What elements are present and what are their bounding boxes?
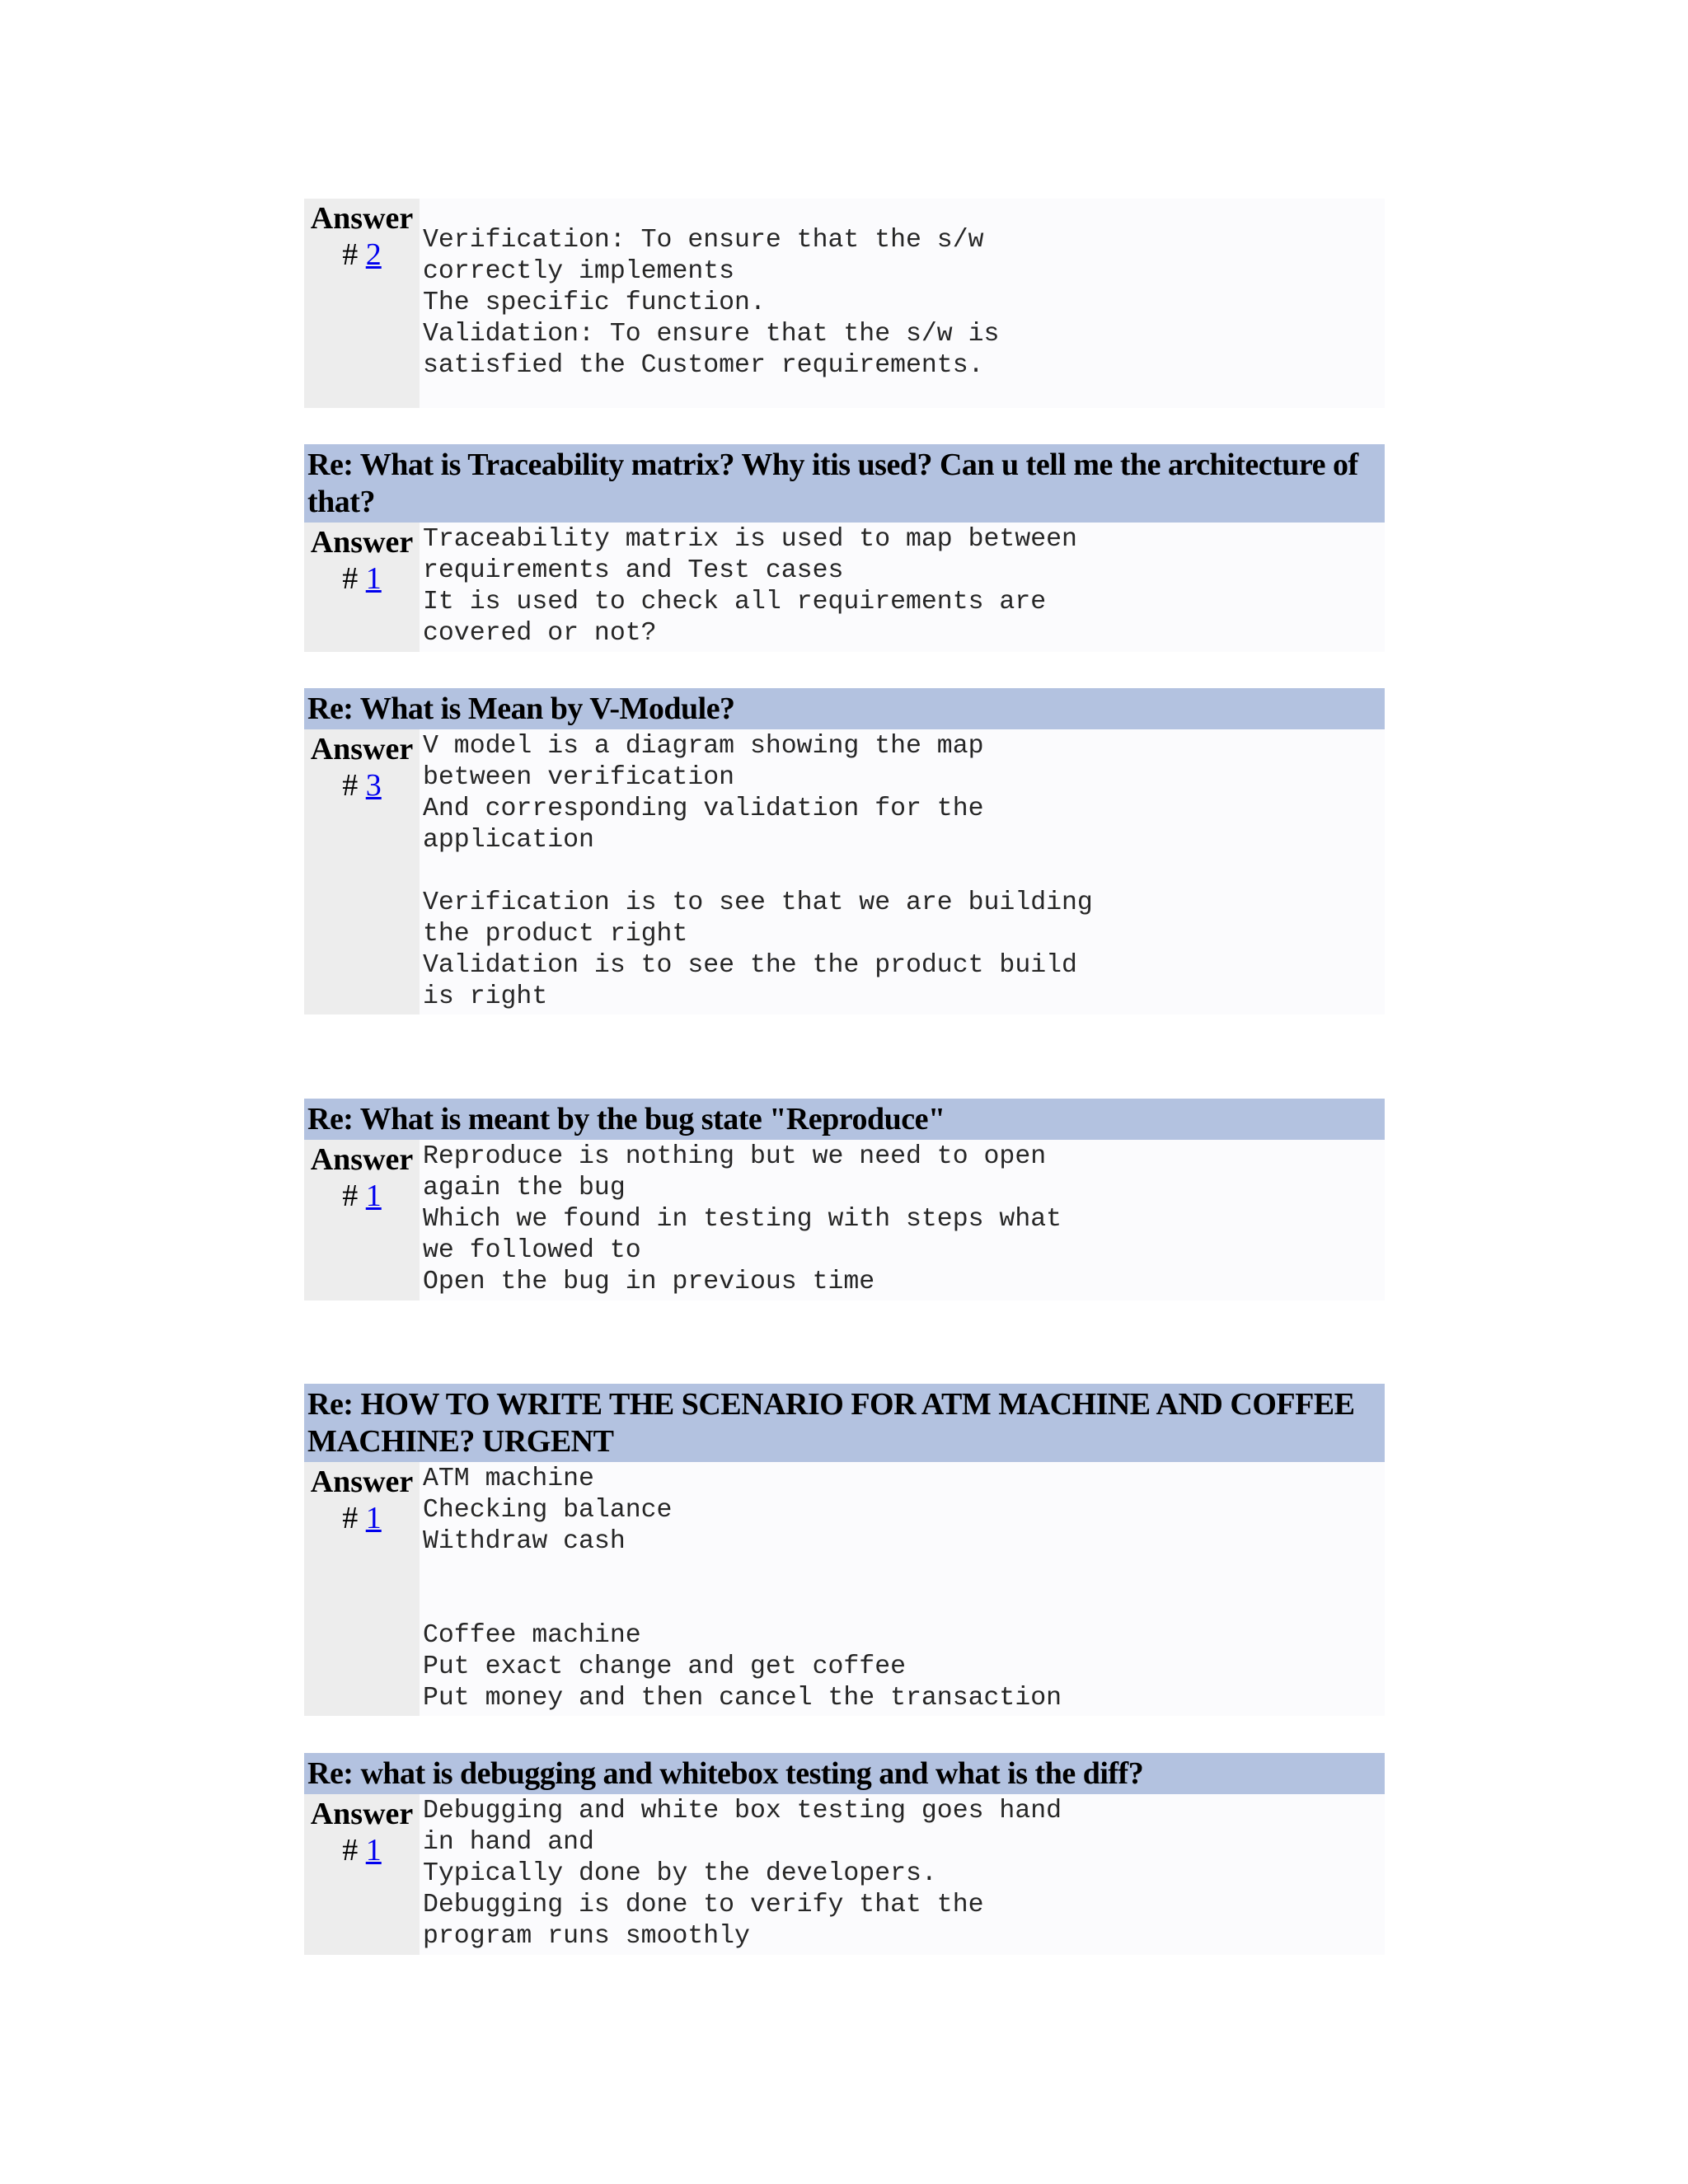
answer-text: Verification: To ensure that the s/w correctly implements The specific function. Validation: To ensure that the s/w is satisfied the Customer requirements. (423, 226, 1000, 380)
question-title: Re: What is meant by the bug state "Reproduce" (304, 1099, 1385, 1140)
answer-number-link[interactable]: 1 (365, 1179, 382, 1213)
answer-number: # 1 (342, 561, 382, 596)
answer-number: # 1 (342, 1833, 382, 1868)
answer-text: V model is a diagram showing the map between verification And corresponding validation for the application Verification is to see that we are building the product right Validation is to see the the product build is right (423, 732, 1093, 1011)
answer-label-cell (304, 1140, 420, 1301)
qa-block-debugging (304, 1753, 1385, 1955)
answer-text: Reproduce is nothing but we need to open again the bug Which we found in testing with steps what we followed to Open the bug in previous time (423, 1142, 1062, 1296)
answer-number-link[interactable]: 1 (365, 1501, 382, 1535)
qa-block-v-module (304, 688, 1385, 1015)
answer-number: # 1 (342, 1179, 382, 1213)
answer-number-link[interactable]: 1 (365, 561, 382, 596)
answer-label: Answer (310, 1797, 414, 1831)
question-title: Re: what is debugging and whitebox testing and what is the diff? (304, 1753, 1385, 1794)
answer-label-cell (304, 199, 420, 408)
answer-label-cell (304, 729, 420, 1015)
answer-text: ATM machine Checking balance Withdraw cash Coffee machine Put exact change and get coffee Put money and then cancel the transaction (423, 1465, 1062, 1713)
question-title: Re: What is Traceability matrix? Why itis used? Can u tell me the architecture of that? (304, 444, 1385, 523)
answer-label: Answer (310, 525, 414, 560)
question-title: Re: What is Mean by V-Module? (304, 688, 1385, 729)
qa-block-reproduce (304, 1099, 1385, 1301)
answer-number: # 1 (342, 1501, 382, 1535)
answer-text: Debugging and white box testing goes hand in hand and Typically done by the developers. Debugging is done to verify that the program runs smoothly (423, 1797, 1062, 1951)
answer-row (304, 199, 1385, 408)
answer-label: Answer (310, 201, 414, 236)
answer-label: Answer (310, 732, 414, 766)
question-title: Re: HOW TO WRITE THE SCENARIO FOR ATM MACHINE AND COFFEE MACHINE? URGENT (304, 1384, 1385, 1462)
answer-row (304, 1794, 1385, 1955)
qa-block-traceability (304, 444, 1385, 652)
answer-label-cell (304, 1794, 420, 1955)
answer-label: Answer (310, 1142, 414, 1177)
answer-number-link[interactable]: 1 (365, 1833, 382, 1868)
answer-row (304, 729, 1385, 1015)
answer-number-link[interactable]: 3 (365, 768, 382, 803)
answer-row (304, 1462, 1385, 1716)
answer-row (304, 523, 1385, 652)
answer-label-cell (304, 523, 420, 652)
answer-row (304, 1140, 1385, 1301)
answer-label-cell (304, 1462, 420, 1716)
answer-number-link[interactable]: 2 (365, 237, 382, 272)
answer-text: Traceability matrix is used to map between requirements and Test cases It is used to check all requirements are covered or not? (423, 525, 1077, 648)
qa-block-verification (304, 199, 1385, 408)
qa-block-atm-coffee (304, 1384, 1385, 1716)
answer-number: # 2 (342, 237, 382, 272)
answer-number: # 3 (342, 768, 382, 803)
answer-label: Answer (310, 1465, 414, 1499)
